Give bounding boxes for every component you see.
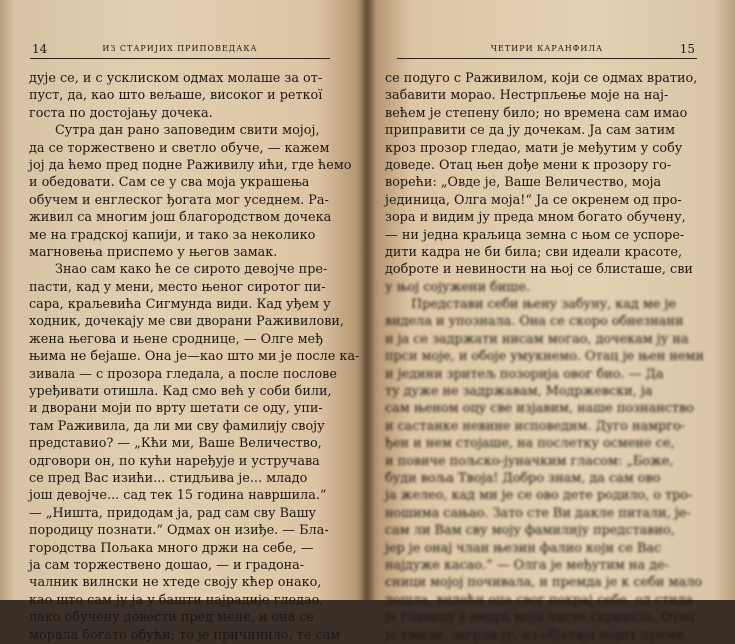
text-line: јер је онај члан њезин фалио који се Вас [385, 540, 662, 556]
text-line: и једини зритељ позорија овог био. — Да [385, 366, 664, 382]
text-line: чалник вилнски не хтеде своју кћер онако, [29, 575, 322, 591]
text-line: ђен и нем стојаше, на послетку осмене се, [385, 436, 675, 452]
text-line: сара, краљевића Сигмунда види. Кад уђем у [29, 297, 331, 313]
text-line: јединица, Олга моја!“ Ја се окренем од про- [385, 192, 682, 208]
book-gutter [359, 0, 375, 600]
text-line: породицу познати.“ Одмах он изиђе. — Бла- [29, 523, 329, 539]
text-line: дити кадра не би била; сви идеали красоте, [385, 244, 683, 260]
text-line: — ни једна краљица земна с њом се успоре- [385, 227, 685, 243]
text-line: јој да ћемо пред подне Раживилу ићи, где ћемо [29, 157, 352, 173]
text-line: Сутра дан рано заповедим свити мојој, [55, 123, 320, 139]
text-line: и обедовати. Сам се у сва моја украшења [29, 175, 310, 191]
text-line: најдуже касао.“ — Олга је међутим на де- [385, 557, 669, 573]
text-line: је главицу у недра моја чисто скривала. Отац [385, 610, 695, 626]
text-line: зивала — с прозора гледала, а после послове [29, 366, 337, 382]
right-page [367, 0, 735, 643]
text-line: — „Ништа, придодам ја, рад сам сву Вашу [29, 505, 317, 521]
text-line: ходник, дочекају ме сви дворани Раживилови, [29, 314, 345, 330]
text-line: ту дуже не задржавам, Модржевски, ја [385, 384, 653, 400]
text-line: да се торжествено и светло обуче, — кажем [29, 140, 330, 156]
text-line: живил са многим још благородством дочека [29, 210, 332, 226]
text-line: магновења приспемо у његов замак. [29, 244, 278, 260]
text-line: се пред Вас изићи... стидљива је... младо [29, 470, 308, 486]
right-page-text [385, 70, 704, 644]
text-line: забавити морао. Нестрпљење моје на нај- [385, 88, 669, 104]
text-line: ме на градској капији, и тако за неколико [29, 227, 316, 243]
text-line: сам њеном оцу све изјавим, наше познанство [385, 401, 694, 417]
left-page-text [29, 70, 360, 644]
text-line: жена његова и њене сроднице, — Олге међ [29, 331, 324, 347]
text-line: је умили, загрли ју, из објатија мојих прими, [385, 627, 689, 643]
text-line: дује се, и с усклиском одмах молаше за от- [29, 71, 323, 86]
text-line: одговори он, по кући наређује и устручава [29, 453, 320, 469]
running-title: ЧЕТИРИ КАРАНФИЛА [490, 44, 604, 53]
text-line: там Раживила, да ли ми сву фамилију своју [29, 418, 325, 434]
text-line: ношима сањао. Зато сте Ви дакле питали, је- [385, 505, 691, 521]
running-title: ИЗ СТАРИЈИХ ПРИПОВЕДАКА [102, 44, 258, 53]
text-line: још девојче... сад тек 15 година навршила.“ [29, 488, 327, 504]
text-line: њима не бејаше. Она је—као што ми је после ка- [29, 349, 360, 365]
text-line: дошла, видећи оца свог покрај себе, од стида [385, 592, 694, 608]
text-line: Знао сам како ће се сирото девојче пре- [55, 262, 328, 278]
left-page [0, 0, 367, 643]
text-line: и повиче пољско-јуначким гласом: „Боже, [385, 453, 674, 469]
page-number: 14 [32, 42, 48, 56]
text-line: пуст, да, као што вељаше, високог и реткої [29, 88, 323, 104]
text-line: Представи себи њену забуну, кад ме је [411, 297, 676, 313]
text-line: кроз прозор гледао, мати је међутим у собу [385, 140, 683, 156]
text-line: морала богато обући; то је причинило, те сам [29, 627, 341, 643]
right-page-header [397, 42, 697, 59]
text-line: пасти, кад у мени, место њеног сиротог пи- [29, 279, 326, 295]
text-line: уређивати отишла. Кад смо већ у соби били, [29, 384, 332, 400]
text-line: приправити се да ју дочекам. Ја сам затим [385, 123, 676, 139]
text-line: ворећи: „Овде је, Ваше Величество, моја [385, 175, 662, 191]
text-line: обучем и енглеског ђогата мог уседнем. Ра- [29, 192, 329, 208]
text-line: видела и упознала. Она се скоро обнезнани [385, 314, 684, 330]
text-line: и ја се задржати нисам могао, дочекам ју на [385, 331, 689, 347]
text-line: городства Пољака много држи на себе, — [29, 540, 314, 556]
page-number: 15 [679, 42, 695, 56]
text-line: буди воља Твоја! Добро знам, да сам ово [385, 470, 661, 486]
text-line: ја желео, кад ми је се ово дете родило, о тро- [385, 488, 693, 504]
text-line: се подуго с Раживилом, који се одмах вратио, [385, 71, 698, 86]
text-line: лако обучену довести пред мене, и она се [29, 610, 315, 626]
text-line: и састанке невине исповедим. Дуго намрго- [385, 418, 686, 434]
text-line: зора и видим ју преда мном богато обучену, [385, 210, 686, 226]
text-line: у њој сојужени бише. [385, 279, 530, 295]
text-line: прси моје, и обоје умукнемо. Отац је њен неми [385, 349, 704, 365]
text-line: као што сам ју ја у башти најрадије гледао, [29, 592, 324, 608]
text-line: доведе. Отац њен дође мени к прозору го- [385, 157, 672, 173]
text-line: доброте и невиности на њој се блисташе, сви [385, 262, 693, 278]
text-line: представио? — „Кћи ми, Ваше Величество, [29, 436, 322, 452]
text-line: сам ли Вам сву моју фамилију представио, [385, 523, 675, 539]
text-line: госта по достојању дочека. [29, 105, 213, 121]
text-line: већем је степену било; но времена сам имао [385, 105, 688, 121]
text-line: и дворани моји по врту шетати се оду, упи- [29, 401, 323, 417]
text-line: сници мојој почивала, и премда је к себи мало [385, 575, 702, 591]
left-page-header [30, 42, 330, 59]
text-line: ја сам торжествено дошао, — и градона- [29, 557, 305, 573]
